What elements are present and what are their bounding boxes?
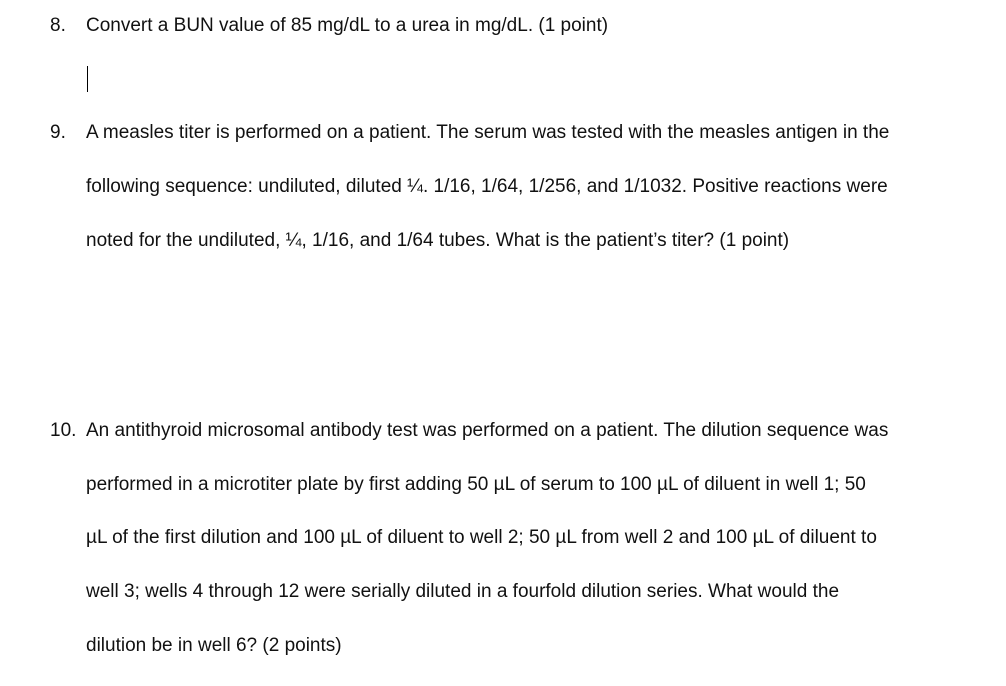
question-text-line: performed in a microtiter plate by first adding 50 µL of serum to 100 µL of diluent in well 1; 50 xyxy=(86,474,866,495)
text-cursor[interactable] xyxy=(87,66,88,92)
question-text-line: dilution be in well 6? (2 points) xyxy=(86,635,342,656)
question-text-line: well 3; wells 4 through 12 were serially diluted in a fourfold dilution series. What would the xyxy=(86,581,840,602)
question-text-line: following sequence: undiluted, diluted ¼. 1/16, 1/64, 1/256, and 1/1032. Positive reactions were xyxy=(86,176,888,197)
question-text-line: noted for the undiluted, ¼, 1/16, and 1/64 tubes. What is the patient’s titer? (1 point) xyxy=(86,230,790,251)
question-text-line: An antithyroid microsomal antibody test was performed on a patient. The dilution sequence was xyxy=(86,420,889,441)
question-text-line: A measles titer is performed on a patient. The serum was tested with the measles antigen in the xyxy=(86,122,890,143)
question-text-line: µL of the first dilution and 100 µL of diluent to well 2; 50 µL from well 2 and 100 µL of diluent to xyxy=(86,527,877,548)
question-number: 8. xyxy=(50,15,66,36)
question-number: 9. xyxy=(50,122,66,143)
question-text-line: Convert a BUN value of 85 mg/dL to a urea in mg/dL. (1 point) xyxy=(86,15,609,36)
question-number: 10. xyxy=(50,420,77,441)
